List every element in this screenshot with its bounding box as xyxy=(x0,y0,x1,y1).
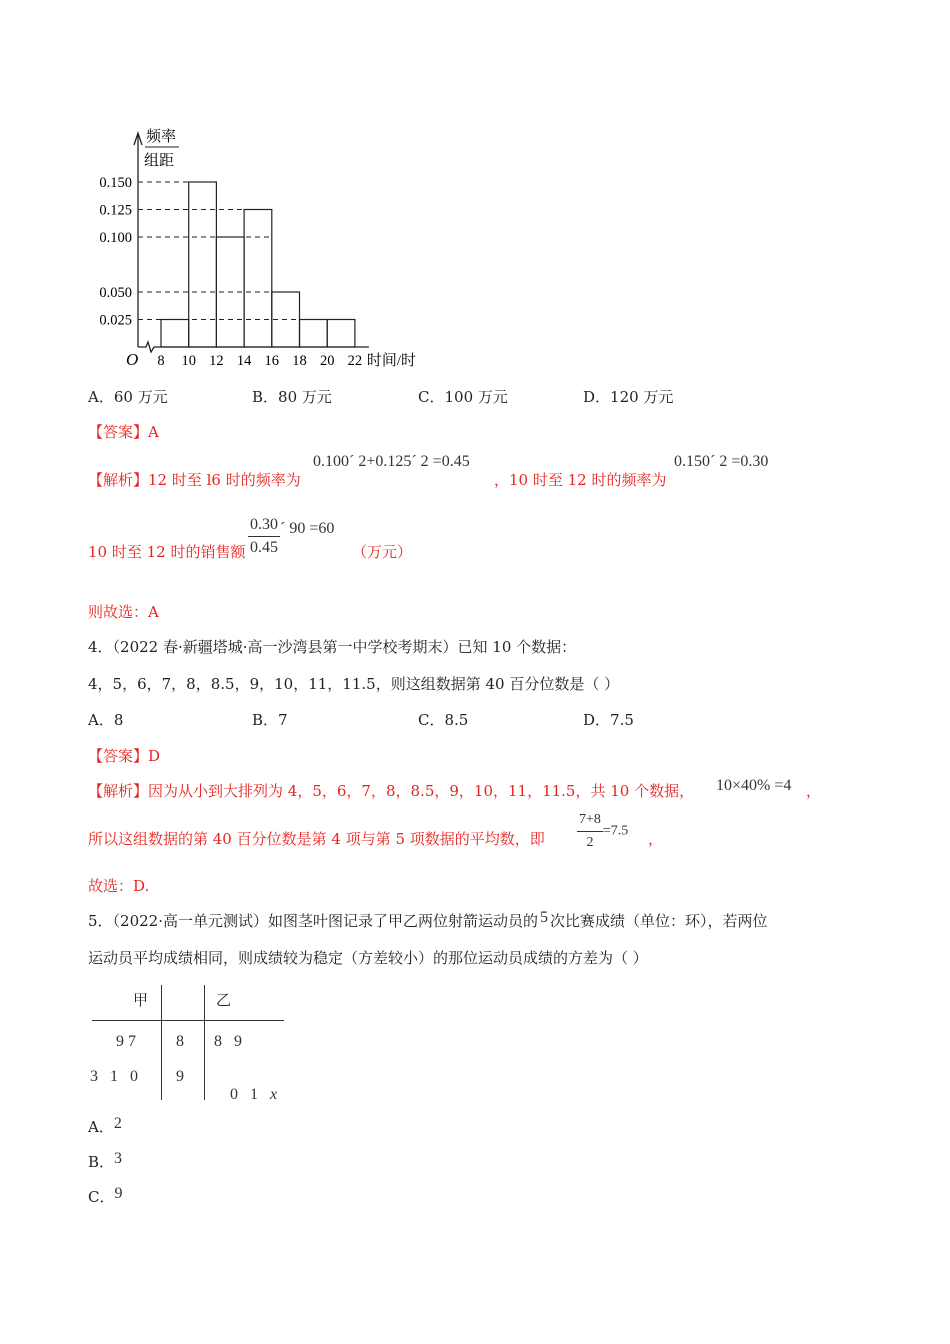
leaf-left-row1: 9 7 xyxy=(116,1033,136,1050)
formula-rest: ´ 90 =60 xyxy=(280,519,335,537)
q4-formula-1: 10×40% =4 xyxy=(716,777,792,794)
origin-label: O xyxy=(126,350,139,369)
stem-leaf-plot xyxy=(88,985,288,1103)
x-tick-label: 22 xyxy=(347,353,363,369)
x-tick-label: 12 xyxy=(209,353,224,369)
option-value: 3 xyxy=(114,1150,123,1167)
q3-analysis-line1b: ，10 时至 12 时的频率为 xyxy=(494,471,667,489)
leaf-right-row2 xyxy=(214,1068,277,1122)
stem-row1: 8 xyxy=(176,1033,184,1050)
x-tick-label: 16 xyxy=(264,353,280,369)
q5-option-a xyxy=(88,1117,122,1138)
leaf-right-row1: 8 9 xyxy=(214,1033,242,1050)
stem-text: 5．（2022·高一单元测试）如图茎叶图记录了甲乙两位射箭运动员的 xyxy=(88,912,538,930)
option-label: C． xyxy=(88,1188,115,1206)
q3-option-a: A．60 万元 xyxy=(88,388,168,406)
q4-option-c: C．8.5 xyxy=(418,711,469,729)
analysis-text: 12 时至 l6 时的频率为 xyxy=(148,471,301,489)
stem-text: 次比赛成绩（单位：环），若两位 xyxy=(550,912,768,930)
fraction-denominator: 2 xyxy=(586,835,594,850)
histogram-bar xyxy=(189,182,217,347)
histogram-bar xyxy=(327,320,355,348)
q3-answer: 【答案】A xyxy=(88,423,159,441)
q3-conclusion: 则故选：A xyxy=(88,603,159,621)
fraction-numerator: 7+8 xyxy=(577,809,603,832)
q4-option-a: A．8 xyxy=(88,711,124,729)
q3-analysis-line1 xyxy=(88,470,301,490)
histogram-bar xyxy=(300,320,328,348)
q4-option-b: B．7 xyxy=(252,711,288,729)
stem-row2: 9 xyxy=(176,1068,184,1085)
option-label: B． xyxy=(88,1153,115,1171)
q3-formula-1: 0.100´ 2+0.125´ 2 =0.45 xyxy=(313,453,470,470)
q3-analysis-line2: 10 时至 12 时的销售额 xyxy=(88,543,246,561)
histogram-bar xyxy=(244,210,272,348)
y-tick-label: 0.150 xyxy=(99,175,132,191)
y-axis-label-bottom: 组距 xyxy=(144,153,175,169)
analysis-label: 【解析】 xyxy=(88,782,149,800)
fraction xyxy=(577,809,603,854)
y-tick-label: 0.050 xyxy=(99,285,132,301)
fraction-numerator: 0.30 xyxy=(248,514,280,537)
q5-option-b xyxy=(88,1152,122,1173)
x-tick-label: 10 xyxy=(181,353,196,369)
frequency-histogram xyxy=(80,125,440,375)
x-tick-label: 14 xyxy=(236,353,252,369)
q4-comma-2: ， xyxy=(648,830,664,848)
q4-conclusion: 故选：D. xyxy=(88,877,150,895)
analysis-text: 因为从小到大排列为 4，5，6，7，8，8.5，9，10，11，11.5，共 10 个数据， xyxy=(148,782,695,800)
y-axis-label-top: 频率 xyxy=(146,129,177,145)
q5-option-c xyxy=(88,1187,122,1208)
option-label: A． xyxy=(88,1118,114,1136)
y-tick-label: 0.025 xyxy=(99,312,132,329)
q4-stem-line1: 4．（2022 春·新疆塔城·高一沙湾县第一中学校考期末）已知 10 个数据： xyxy=(88,638,577,656)
q4-analysis-line2: 所以这组数据的第 40 百分位数是第 4 项与第 5 项数据的平均数，即 xyxy=(88,830,545,848)
q4-option-d: D．7.5 xyxy=(583,711,634,729)
x-tick-label: 20 xyxy=(319,353,335,369)
stem-leaf-divider xyxy=(92,1020,284,1021)
y-tick-label: 0.125 xyxy=(99,202,132,219)
option-value: 2 xyxy=(113,1115,122,1132)
fraction-denominator: 0.45 xyxy=(250,539,278,556)
fraction xyxy=(248,514,280,559)
q3-option-c: C．100 万元 xyxy=(418,388,508,406)
q3-option-b: B．80 万元 xyxy=(252,388,332,406)
histogram-bar xyxy=(161,320,189,348)
option-value: 9 xyxy=(114,1185,123,1202)
q4-answer: 【答案】D xyxy=(88,747,161,765)
stem-leaf-line-left xyxy=(161,985,162,1100)
q5-stem-line2: 运动员平均成绩相同，则成绩较为稳定（方差较小）的那位运动员成绩的方差为（ ） xyxy=(88,949,648,967)
q5-stem-line1 xyxy=(88,911,768,932)
y-tick-label: 0.100 xyxy=(99,230,132,246)
analysis-label: 【解析】 xyxy=(88,471,149,489)
q4-formula-2 xyxy=(577,809,628,854)
q4-comma-1: ， xyxy=(806,782,822,800)
stem-number: 5 xyxy=(540,909,548,926)
q3-formula-3 xyxy=(248,514,334,559)
q4-stem-line2: 4，5，6，7，8，8.5，9，10，11，11.5，则这组数据第 40 百分位数是（ ） xyxy=(88,675,620,693)
x-axis-title: 时间/时 xyxy=(366,353,417,369)
q4-analysis-line1 xyxy=(88,781,694,801)
q3-formula-2: 0.150´ 2 =0.30 xyxy=(674,453,769,470)
leaf-left-row2: 3 1 0 xyxy=(90,1068,138,1085)
q3-unit: （万元） xyxy=(352,543,413,561)
stem-leaf-header-right: 乙 xyxy=(216,991,232,1009)
x-tick-label: 18 xyxy=(292,353,307,369)
formula-rest: =7.5 xyxy=(602,823,629,839)
stem-leaf-header-left: 甲 xyxy=(133,991,149,1009)
leaf-values: 0 1 xyxy=(230,1086,270,1103)
x-tick-label: 8 xyxy=(157,353,165,369)
q3-option-d: D．120 万元 xyxy=(583,388,674,406)
stem-leaf-line-right xyxy=(204,985,205,1100)
leaf-variable-x: x xyxy=(270,1086,278,1103)
